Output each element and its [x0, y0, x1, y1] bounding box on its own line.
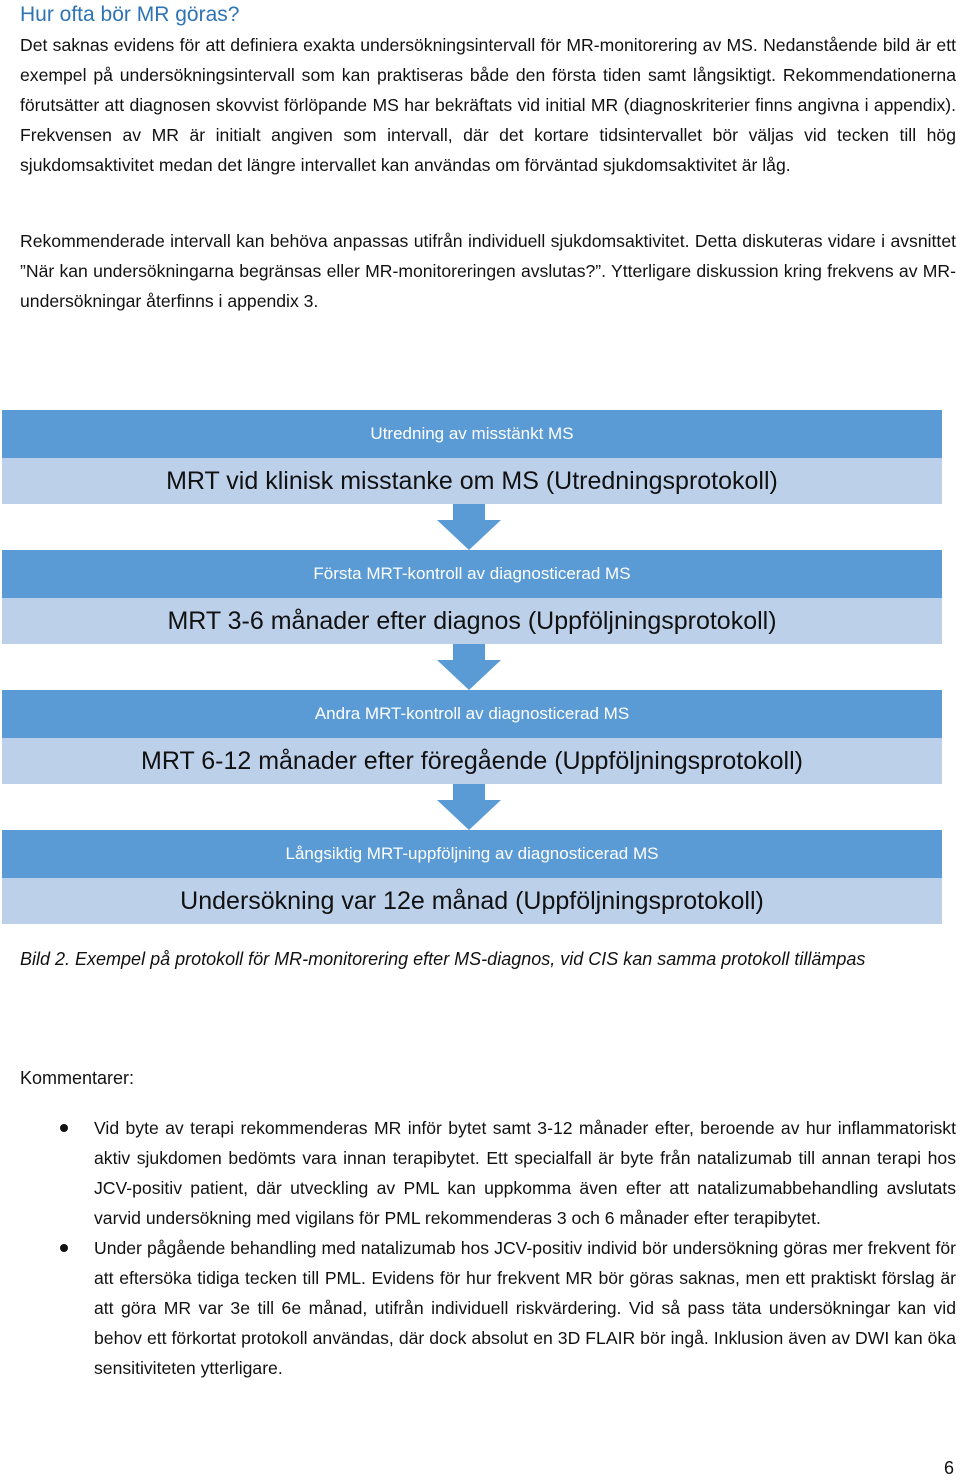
- bullet-icon: [60, 1244, 68, 1252]
- flow-stage-title: Första MRT-kontroll av diagnosticerad MS: [2, 550, 942, 598]
- flow-stage-title: Andra MRT-kontroll av diagnosticerad MS: [2, 690, 942, 738]
- list-item-text: Under pågående behandling med natalizumab hos JCV-positiv individ bör undersökning göras mer frekvent för att eftersöka tidiga tecken till PML. Evidens för hur frekvent MR bör göras saknas, men ett praktiskt förslag är att göra MR var 3e till 6e månad, utifrån individuell riskvärdering. Vid så pass täta undersökningar kan vid behov ett förkortat protokoll användas, där dock absolut en 3D FLAIR bör ingå. Inklusion även av DWI kan öka sensitiviteten ytterligare.: [94, 1238, 956, 1378]
- flow-stage-body: MRT vid klinisk misstanke om MS (Utredningsprotokoll): [2, 458, 942, 504]
- comments-label: Kommentarer:: [20, 1068, 135, 1088]
- down-arrow-icon: [437, 504, 501, 550]
- intro-paragraph: Det saknas evidens för att definiera exakta undersökningsintervall för MR-monitorering av MS. Nedanstående bild är ett exempel på undersökningsintervall som kan praktiseras både den första tiden samt långsiktigt. Rekommendationerna förutsätter att diagnosen skovvist förlöpande MS har bekräftats vid initial MR (diagnoskriterier finns angivna i appendix). Frekvensen av MR är initialt angiven som intervall, där det kortare tidsintervallet bör väljas vid tecken till hög sjukdomsaktivitet medan det längre intervallet kan användas om förväntad sjukdomsaktivitet är låg.: [20, 35, 956, 175]
- flow-stage-2: [2, 550, 942, 644]
- section-heading: Hur ofta bör MR göras?: [20, 3, 240, 26]
- caption-text: Exempel på protokoll för MR-monitorering efter MS-diagnos, vid CIS kan samma protokoll tillämpas: [70, 949, 866, 969]
- down-arrow-icon: [437, 784, 501, 830]
- page-number: 6: [943, 1458, 954, 1478]
- flow-stage-body: MRT 3-6 månader efter diagnos (Uppföljningsprotokoll): [2, 598, 942, 644]
- caption-label: Bild 2.: [20, 949, 71, 969]
- down-arrow-icon: [437, 644, 501, 690]
- bullet-icon: [60, 1124, 68, 1132]
- list-item-text: Vid byte av terapi rekommenderas MR inför bytet samt 3-12 månader efter, beroende av hur inflammatoriskt aktiv sjukdomen bedömts vara innan terapibytet. Ett specialfall är byte från natalizumab till annan terapi hos JCV-positiv patient, där utveckling av PML kan uppkomma även efter att natalizumabbehandling avslutats varvid undersökning med vigilans för PML rekommenderas 3 och 6 månader efter terapibytet.: [94, 1118, 956, 1228]
- interval-paragraph: Rekommenderade intervall kan behöva anpassas utifrån individuell sjukdomsaktivitet. Detta diskuteras vidare i avsnittet ”När kan undersökningarna begränsas eller MR-monitoreringen avslutas?”. Ytterligare diskussion kring frekvens av MR-undersökningar återfinns i appendix 3.: [20, 231, 956, 311]
- flow-stage-title: Utredning av misstänkt MS: [2, 410, 942, 458]
- list-item: [0, 1113, 956, 1233]
- flow-stage-body: MRT 6-12 månader efter föregående (Uppföljningsprotokoll): [2, 738, 942, 784]
- figure-caption: [20, 944, 956, 974]
- flow-stage-1: [2, 410, 942, 504]
- flow-stage-body: Undersökning var 12e månad (Uppföljningsprotokoll): [2, 878, 942, 924]
- flow-stage-4: [2, 830, 942, 924]
- comments-list: [0, 1113, 960, 1383]
- flow-stage-3: [2, 690, 942, 784]
- list-item: [0, 1233, 956, 1383]
- flow-stage-title: Långsiktig MRT-uppföljning av diagnosticerad MS: [2, 830, 942, 878]
